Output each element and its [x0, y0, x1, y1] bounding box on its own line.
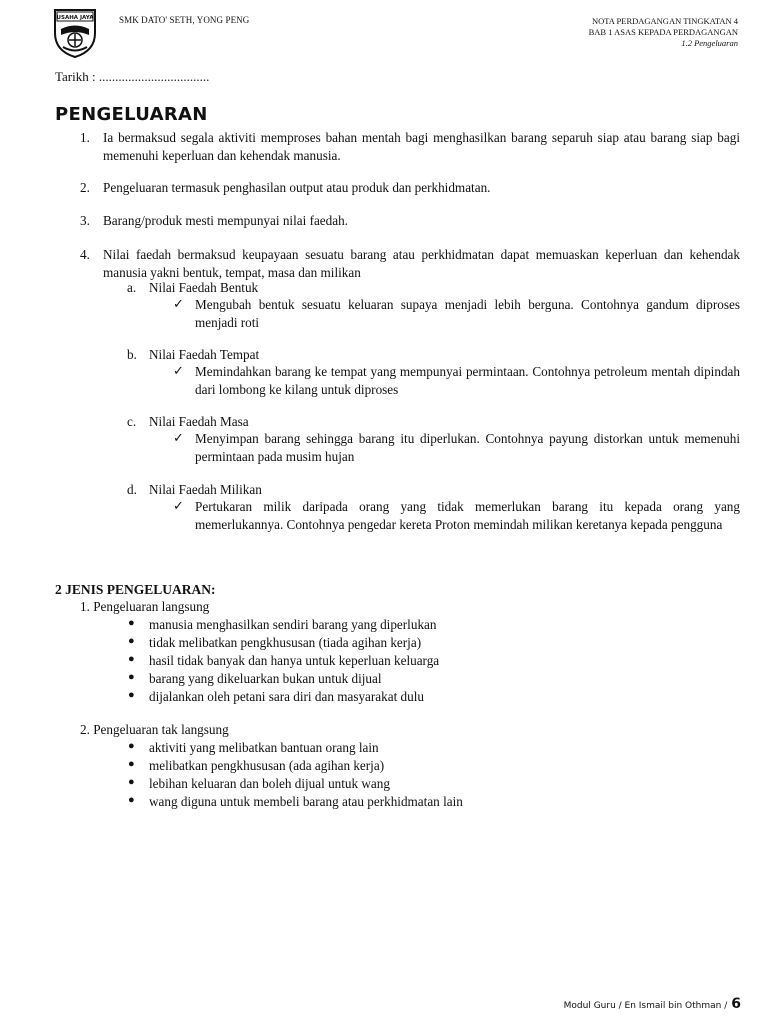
bullet-icon: ●: [128, 758, 135, 770]
footer-author: Modul Guru / En Ismail bin Othman /: [563, 1001, 728, 1011]
definition-item: [80, 179, 740, 197]
definition-item: [80, 129, 740, 165]
list-item-text: manusia menghasilkan sendiri barang yang diperlukan: [149, 617, 437, 632]
list-item-text: barang yang dikeluarkan bukan untuk dijual: [149, 671, 382, 686]
section-heading: 2 JENIS PENGELUARAN:: [55, 582, 216, 597]
page-footer: [564, 996, 741, 1012]
item-text: Barang/produk mesti mempunyai nilai faedah.: [103, 213, 348, 228]
item-text: Pengeluaran termasuk penghasilan output atau produk dan perkhidmatan.: [103, 180, 491, 195]
bullet-icon: ●: [128, 776, 135, 788]
svg-text:USAHA JAYA: USAHA JAYA: [56, 15, 94, 21]
jenis-label: 1. Pengeluaran langsung: [80, 599, 210, 614]
bullet-icon: ●: [128, 689, 135, 701]
bullet-icon: ●: [128, 653, 135, 665]
page-number: 6: [731, 996, 741, 1012]
bullet-icon: ●: [128, 635, 135, 647]
faedah-letter: b.: [127, 347, 137, 362]
bullet-icon: ●: [128, 794, 135, 806]
faedah-detail-text: Memindahkan barang ke tempat yang mempunyai permintaan. Contohnya petroleum mentah dipindah dari lombong ke kilang untuk diproses: [195, 364, 740, 397]
list-item-text: melibatkan pengkhususan (ada agihan kerja): [149, 758, 385, 773]
definition-item: [80, 212, 740, 230]
list-item-text: dijalankan oleh petani sara diri dan masyarakat dulu: [149, 689, 425, 704]
checkmark-icon: ✓: [173, 297, 184, 312]
faedah-label: Nilai Faedah Tempat: [149, 347, 260, 362]
faedah-detail-text: Menyimpan barang sehingga barang itu diperlukan. Contohnya payung distorkan untuk memenuhi permintaan pada musim hujan: [195, 431, 740, 464]
faedah-label: Nilai Faedah Milikan: [149, 482, 262, 497]
checkmark-icon: ✓: [173, 431, 184, 446]
item-number: 1.: [80, 130, 90, 145]
school-crest-logo: [51, 7, 99, 59]
bullet-icon: ●: [128, 617, 135, 629]
page-title: PENGELUARAN: [55, 104, 208, 125]
faedah-letter: c.: [127, 414, 137, 429]
list-item-text: aktiviti yang melibatkan bantuan orang lain: [149, 740, 379, 755]
faedah-label: Nilai Faedah Bentuk: [149, 280, 259, 295]
item-text: Ia bermaksud segala aktiviti memproses bahan mentah bagi menghasilkan barang separuh siap atau barang siap bagi memenuhi keperluan dan kehendak manusia.: [103, 130, 740, 163]
faedah-detail-text: Pertukaran milik daripada orang yang tidak memerlukan barang itu kepada orang yang memerlukannya. Contohnya pengedar kereta Proton memindah milikan keretanya kepada pengguna: [195, 499, 740, 532]
list-item-text: hasil tidak banyak dan hanya untuk keperluan keluarga: [149, 653, 440, 668]
definition-item: [80, 246, 740, 282]
school-name: SMK DATO' SETH, YONG PENG: [119, 15, 250, 25]
date-field: Tarikh : ..................................: [55, 69, 210, 84]
chapter-title: BAB 1 ASAS KEPADA PERDAGANGAN: [588, 27, 738, 37]
item-number: 3.: [80, 213, 90, 228]
faedah-letter: d.: [127, 482, 137, 497]
item-number: 4.: [80, 247, 90, 262]
checkmark-icon: ✓: [173, 499, 184, 514]
faedah-letter: a.: [127, 280, 137, 295]
bullet-icon: ●: [128, 671, 135, 683]
jenis-label: 2. Pengeluaran tak langsung: [80, 722, 229, 737]
bullet-icon: ●: [128, 740, 135, 752]
course-title: NOTA PERDAGANGAN TINGKATAN 4: [591, 16, 738, 26]
list-item-text: wang diguna untuk membeli barang atau perkhidmatan lain: [149, 794, 463, 809]
item-text: Nilai faedah bermaksud keupayaan sesuatu barang atau perkhidmatan dapat memuaskan keperluan dan kehendak manusia yakni bentuk, tempat, masa dan milikan: [103, 247, 740, 280]
list-item-text: lebihan keluaran dan boleh dijual untuk wang: [149, 776, 390, 791]
checkmark-icon: ✓: [173, 364, 184, 379]
section-subtitle: 1.2 Pengeluaran: [681, 38, 738, 48]
item-number: 2.: [80, 180, 90, 195]
faedah-detail-text: Mengubah bentuk sesuatu keluaran supaya menjadi lebih berguna. Contohnya gandum diproses menjadi roti: [195, 297, 740, 330]
course-header: [589, 16, 738, 49]
faedah-label: Nilai Faedah Masa: [149, 414, 249, 429]
list-item-text: tidak melibatkan pengkhususan (tiada agihan kerja): [149, 635, 422, 650]
